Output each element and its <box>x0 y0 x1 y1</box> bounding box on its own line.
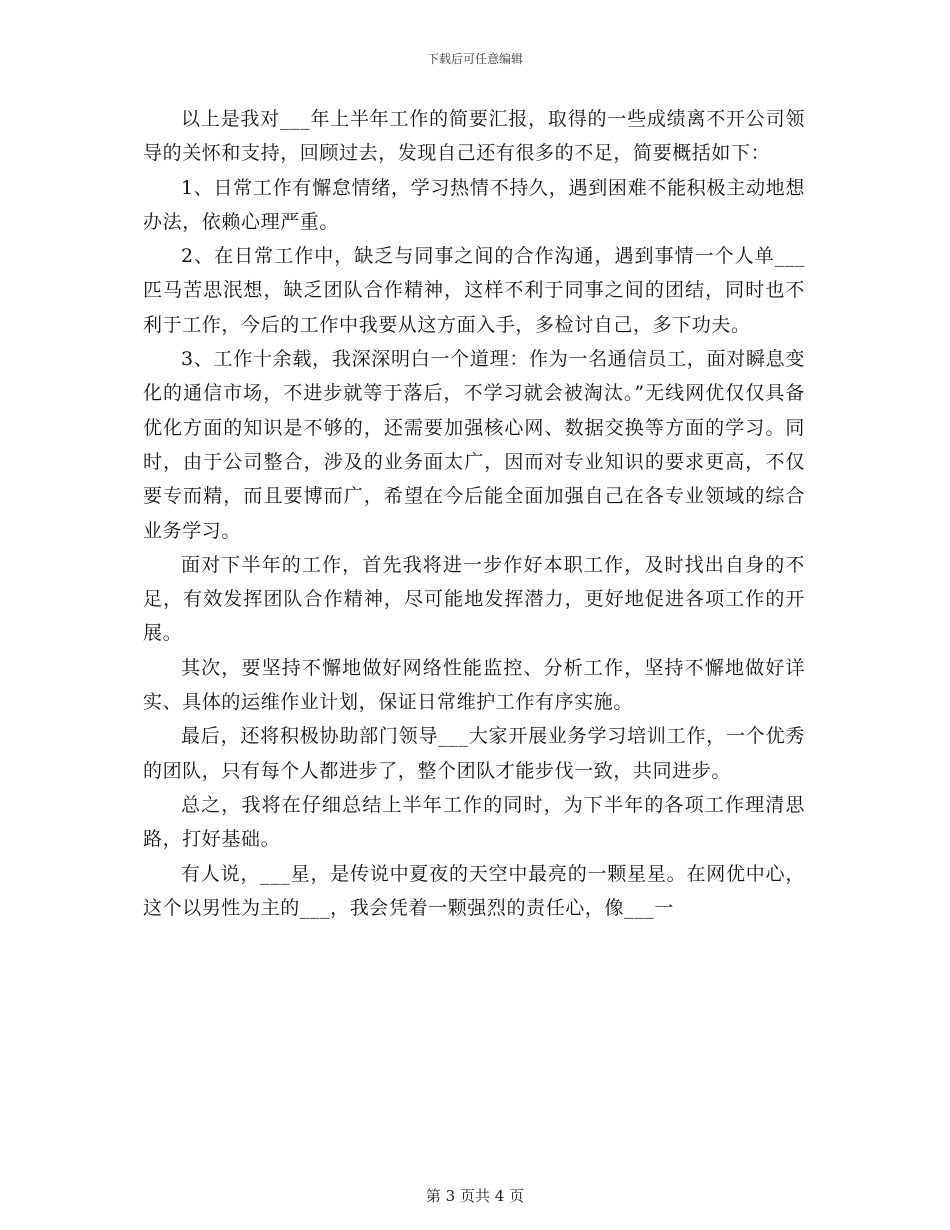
page-header: 下载后可任意编辑 <box>426 52 523 66</box>
paragraph-summary-intro: 以上是我对___年上半年工作的简要汇报，取得的一些成绩离不开公司领导的关怀和支持，回顾过去，发现自己还有很多的不足，简要概括如下： <box>143 108 805 165</box>
paragraph-secondly: 其次，要坚持不懈地做好网络性能监控、分析工作，坚持不懈地做好详实、具体的运维作业计划，保证日常维护工作有序实施。 <box>143 656 805 714</box>
paragraph-point-1: 1、日常工作有懈怠情绪，学习热情不持久，遇到困难不能积极主动地想办法，依赖心理严重。 <box>143 176 805 233</box>
paragraph-second-half-plan: 面对下半年的工作，首先我将进一步作好本职工作，及时找出自身的不足，有效发挥团队合作精神，尽可能地发挥潜力，更好地促进各项工作的开展。 <box>143 553 805 645</box>
paragraph-point-3: 3、工作十余载，我深深明白一个道理：作为一名通信员工，面对瞬息变化的通信市场，不进步就等于落后，不学习就会被淘汰。”无线网优仅仅具备优化方面的知识是不够的，还需要加强核心网、数据交换等方面的学习。同时，由于公司整合，涉及的业务面太广，因而对专业知识的要求更高，不仅要专而精，而且要博而广，希望在今后能全面加强自己在各专业领域的综合业务学习。 <box>143 348 805 542</box>
paragraph-point-2: 2、在日常工作中，缺乏与同事之间的合作沟通，遇到事情一个人单___匹马苦思泯想，缺乏团队合作精神，这样不利于同事之间的团结，同时也不利于工作，今后的工作中我要从这方面入手，多检讨自己，多下功夫。 <box>143 245 805 336</box>
paragraph-star: 有人说，___星，是传说中夏夜的天空中最亮的一颗星星。在网优中心，这个以男性为主的___，我会凭着一颗强烈的责任心，像___一 <box>143 862 805 919</box>
paragraph-conclusion: 总之，我将在仔细总结上半年工作的同时，为下半年的各项工作理清思路，打好基础。 <box>143 793 805 851</box>
page-number-footer: 第 3 页共 4 页 <box>425 1187 525 1205</box>
document-body <box>143 102 805 925</box>
paragraph-finally: 最后，还将积极协助部门领导___大家开展业务学习培训工作，一个优秀的团队，只有每个人都进步了，整个团队才能步伐一致，共同进步。 <box>143 725 805 782</box>
